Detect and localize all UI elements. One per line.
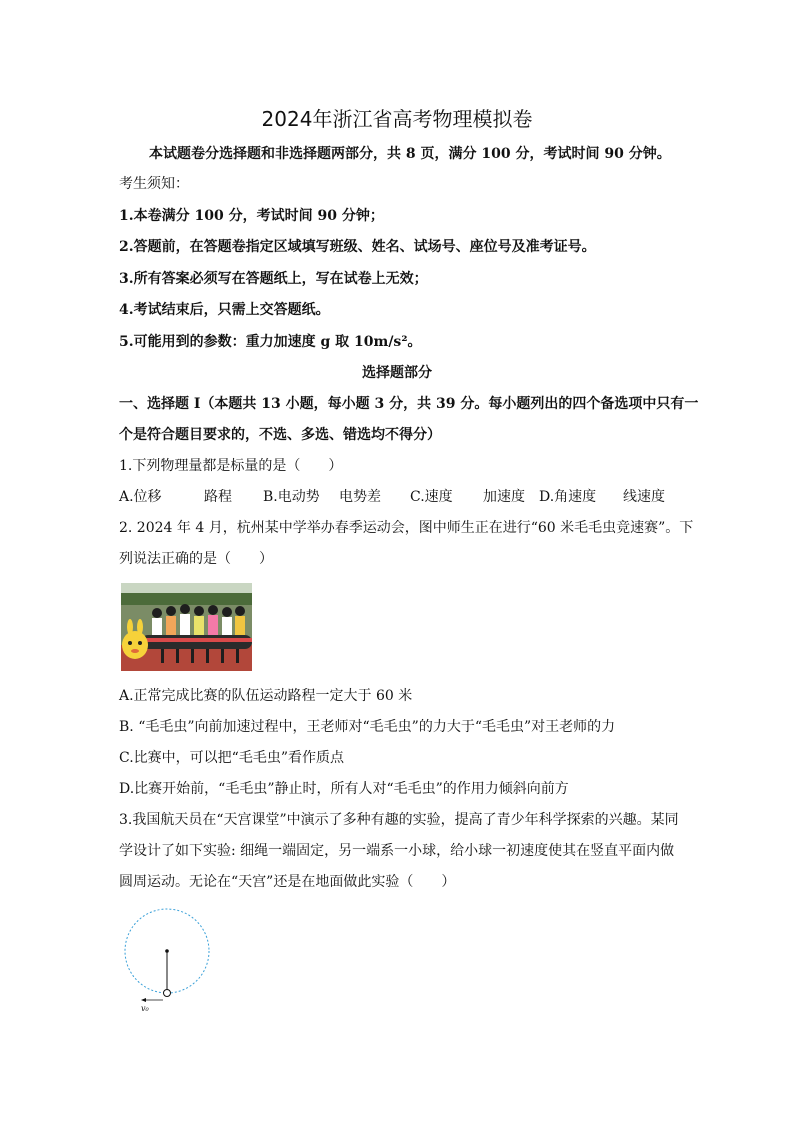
question-2-option-d: D.比赛开始前，“毛毛虫”静止时，所有人对“毛毛虫”的作用力倾斜向前方 [119,781,569,797]
question-3-stem-line3: 圆周运动。无论在“天宫”还是在地面做此实验（ ） [119,874,456,890]
caterpillar-race-photo [121,583,252,671]
ball [164,990,171,997]
notice-item: 3.所有答案必须写在答题纸上，写在试卷上无效； [119,271,428,287]
question-2-option-b: B. “毛毛虫”向前加速过程中，王老师对“毛毛虫”的力大于“毛毛虫”对王老师的力 [119,719,616,735]
question-1-stem: 1.下列物理量都是标量的是（ ） [119,458,343,474]
part-heading-line2: 个是符合题目要求的，不选、多选、错选均不得分） [119,427,441,443]
part-heading-line1: 一、选择题 I（本题共 13 小题，每小题 3 分，共 39 分。每小题列出的四个备选项中只有一 [119,396,699,412]
option-a: A.位移 [119,489,162,505]
section-title: 选择题部分 [362,365,432,381]
question-2-stem-line1: 2. 2024 年 4 月，杭州某中学举办春季运动会，图中师生正在进行“60 米毛毛虫竞速赛”。下 [119,520,694,536]
option-b: B.电动势 [263,489,320,505]
option-c-second: 加速度 [483,489,525,505]
question-2-option-a: A.正常完成比赛的队伍运动路程一定大于 60 米 [119,688,413,704]
notice-item: 4.考试结束后，只需上交答题纸。 [119,302,330,318]
question-2-stem-line2: 列说法正确的是（ ） [119,551,273,567]
notice-item: 1.本卷满分 100 分，考试时间 90 分钟； [119,208,384,224]
velocity-arrowhead [141,998,146,1002]
question-2-option-c: C.比赛中，可以把“毛毛虫”看作质点 [119,750,344,766]
intro-text: 本试题卷分选择题和非选择题两部分，共 8 页，满分 100 分，考试时间 90 分钟。 [149,146,671,162]
notice-heading: 考生须知： [119,176,189,192]
question-3-stem-line2: 学设计了如下实验: 细绳一端固定，另一端系一小球，给小球一初速度使其在竖直平面内做 [119,843,675,859]
notice-item: 2.答题前，在答题卷指定区域填写班级、姓名、试场号、座位号及准考证号。 [119,239,596,255]
circle-diagram [119,903,219,1021]
page-title: 2024年浙江省高考物理模拟卷 [261,107,533,131]
circular-motion-figure [119,903,219,1021]
option-b-second: 电势差 [339,489,381,505]
photo-illustration [121,583,252,671]
question-3-stem-line1: 3.我国航天员在“天宫课堂”中演示了多种有趣的实验，提高了青少年科学探索的兴趣。某同 [119,812,679,828]
notice-item: 5.可能用到的参数：重力加速度 g 取 10m/s²。 [119,334,422,350]
velocity-label: v₀ [141,1004,149,1013]
option-d: D.角速度 [539,489,597,505]
option-d-second: 线速度 [623,489,665,505]
option-c: C.速度 [410,489,453,505]
option-a-second: 路程 [204,489,232,505]
